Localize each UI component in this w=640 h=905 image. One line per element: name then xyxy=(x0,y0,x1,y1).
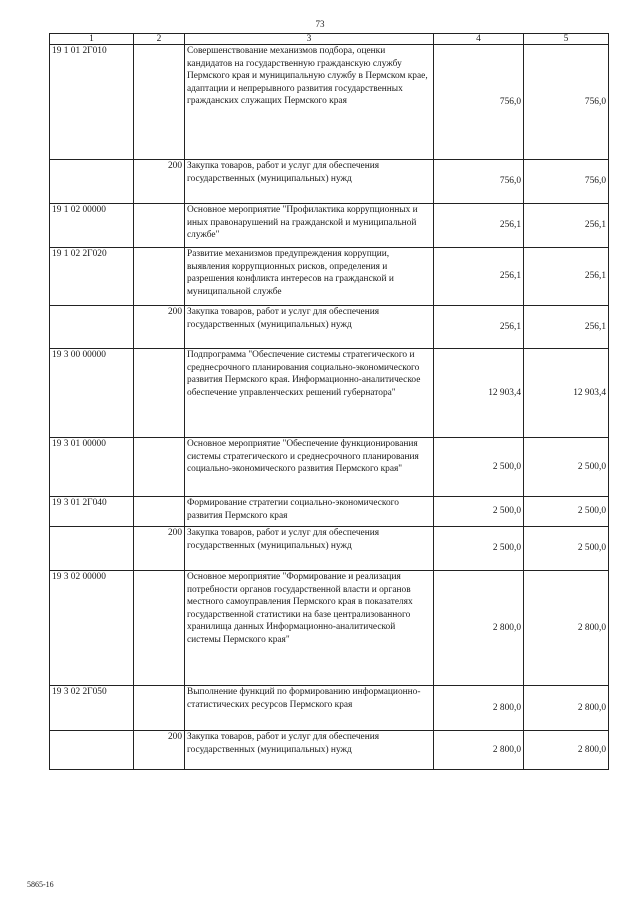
row-value-2018: 2 500,0 xyxy=(524,438,609,497)
row-code xyxy=(50,731,134,770)
table-row xyxy=(50,160,609,204)
table-row xyxy=(50,497,609,527)
table-row xyxy=(50,731,609,770)
row-name: Основное мероприятие "Обеспечение функционирования системы стратегического и среднесрочного планирования социально-экономического развития Пермского края" xyxy=(185,438,434,497)
row-expense-type xyxy=(134,438,185,497)
row-name: Закупка товаров, работ и услуг для обеспечения государственных (муниципальных) нужд xyxy=(185,527,434,571)
row-value-2017: 12 903,4 xyxy=(434,349,524,438)
row-value-2018: 756,0 xyxy=(524,160,609,204)
row-expense-type xyxy=(134,571,185,686)
row-value-2017: 2 500,0 xyxy=(434,438,524,497)
table-row xyxy=(50,571,609,686)
row-expense-type xyxy=(134,686,185,731)
row-value-2017: 2 500,0 xyxy=(434,497,524,527)
row-name: Закупка товаров, работ и услуг для обеспечения государственных (муниципальных) нужд xyxy=(185,306,434,349)
page-number: 73 xyxy=(315,19,325,29)
table-row xyxy=(50,527,609,571)
column-header-5: 5 xyxy=(524,34,609,45)
row-code: 19 3 01 00000 xyxy=(50,438,134,497)
table-row xyxy=(50,45,609,160)
column-header-2: 2 xyxy=(134,34,185,45)
column-header-4: 4 xyxy=(434,34,524,45)
row-value-2017: 756,0 xyxy=(434,160,524,204)
row-value-2017: 2 800,0 xyxy=(434,686,524,731)
column-header-1: 1 xyxy=(50,34,134,45)
row-code: 19 1 01 2Г010 xyxy=(50,45,134,160)
row-expense-type xyxy=(134,248,185,306)
row-name: Совершенствование механизмов подбора, оценки кандидатов на государственную гражданскую службу Пермского края и муниципальную службу в Пермском крае, адаптации и непрерывного развития государственных гражданских служащих Пермского края xyxy=(185,45,434,160)
row-name: Основное мероприятие "Формирование и реализация потребности органов государственной власти и органов местного самоуправления Пермского края в показателях государственной статистики на базе централизованного хранилища данных Информационно-аналитической системы Пермского края" xyxy=(185,571,434,686)
column-header-3: 3 xyxy=(185,34,434,45)
row-value-2017: 256,1 xyxy=(434,248,524,306)
row-name: Подпрограмма "Обеспечение системы стратегического и среднесрочного планирования социально-экономического развития Пермского края. Информационно-аналитическое обеспечение управленческих решений губернатора" xyxy=(185,349,434,438)
row-value-2018: 2 800,0 xyxy=(524,731,609,770)
table-header-row xyxy=(50,34,609,45)
row-code: 19 3 02 2Г050 xyxy=(50,686,134,731)
table-row xyxy=(50,204,609,248)
row-name: Основное мероприятие "Профилактика коррупционных и иных правонарушений на гражданской и муниципальной службе" xyxy=(185,204,434,248)
row-value-2017: 756,0 xyxy=(434,45,524,160)
row-expense-type xyxy=(134,349,185,438)
table-row xyxy=(50,686,609,731)
row-value-2018: 756,0 xyxy=(524,45,609,160)
row-value-2018: 2 500,0 xyxy=(524,527,609,571)
row-value-2017: 256,1 xyxy=(434,306,524,349)
table-row xyxy=(50,349,609,438)
row-expense-type xyxy=(134,497,185,527)
row-value-2018: 256,1 xyxy=(524,248,609,306)
row-code: 19 3 02 00000 xyxy=(50,571,134,686)
row-expense-type: 200 xyxy=(134,731,185,770)
row-expense-type xyxy=(134,45,185,160)
row-value-2018: 2 800,0 xyxy=(524,571,609,686)
row-expense-type: 200 xyxy=(134,160,185,204)
row-code: 19 3 01 2Г040 xyxy=(50,497,134,527)
row-expense-type: 200 xyxy=(134,527,185,571)
row-value-2018: 256,1 xyxy=(524,306,609,349)
row-name: Закупка товаров, работ и услуг для обеспечения государственных (муниципальных) нужд xyxy=(185,160,434,204)
row-code xyxy=(50,306,134,349)
row-value-2018: 2 800,0 xyxy=(524,686,609,731)
row-value-2017: 256,1 xyxy=(434,204,524,248)
row-value-2017: 2 800,0 xyxy=(434,571,524,686)
row-value-2018: 256,1 xyxy=(524,204,609,248)
row-value-2018: 12 903,4 xyxy=(524,349,609,438)
table-row xyxy=(50,306,609,349)
table-row xyxy=(50,438,609,497)
row-value-2017: 2 500,0 xyxy=(434,527,524,571)
row-value-2018: 2 500,0 xyxy=(524,497,609,527)
row-expense-type xyxy=(134,204,185,248)
row-code: 19 1 02 2Г020 xyxy=(50,248,134,306)
row-code: 19 3 00 00000 xyxy=(50,349,134,438)
row-name: Выполнение функций по формированию информационно-статистических ресурсов Пермского края xyxy=(185,686,434,731)
document-code: 5865-16 xyxy=(27,880,54,889)
row-code xyxy=(50,527,134,571)
row-expense-type: 200 xyxy=(134,306,185,349)
row-name: Формирование стратегии социально-экономического развития Пермского края xyxy=(185,497,434,527)
table-row xyxy=(50,248,609,306)
row-code xyxy=(50,160,134,204)
row-name: Закупка товаров, работ и услуг для обеспечения государственных (муниципальных) нужд xyxy=(185,731,434,770)
row-code: 19 1 02 00000 xyxy=(50,204,134,248)
row-name: Развитие механизмов предупреждения коррупции, выявления коррупционных рисков, определения и разрешения конфликта интересов на гражданской и муниципальной службе xyxy=(185,248,434,306)
budget-table xyxy=(49,33,609,770)
row-value-2017: 2 800,0 xyxy=(434,731,524,770)
